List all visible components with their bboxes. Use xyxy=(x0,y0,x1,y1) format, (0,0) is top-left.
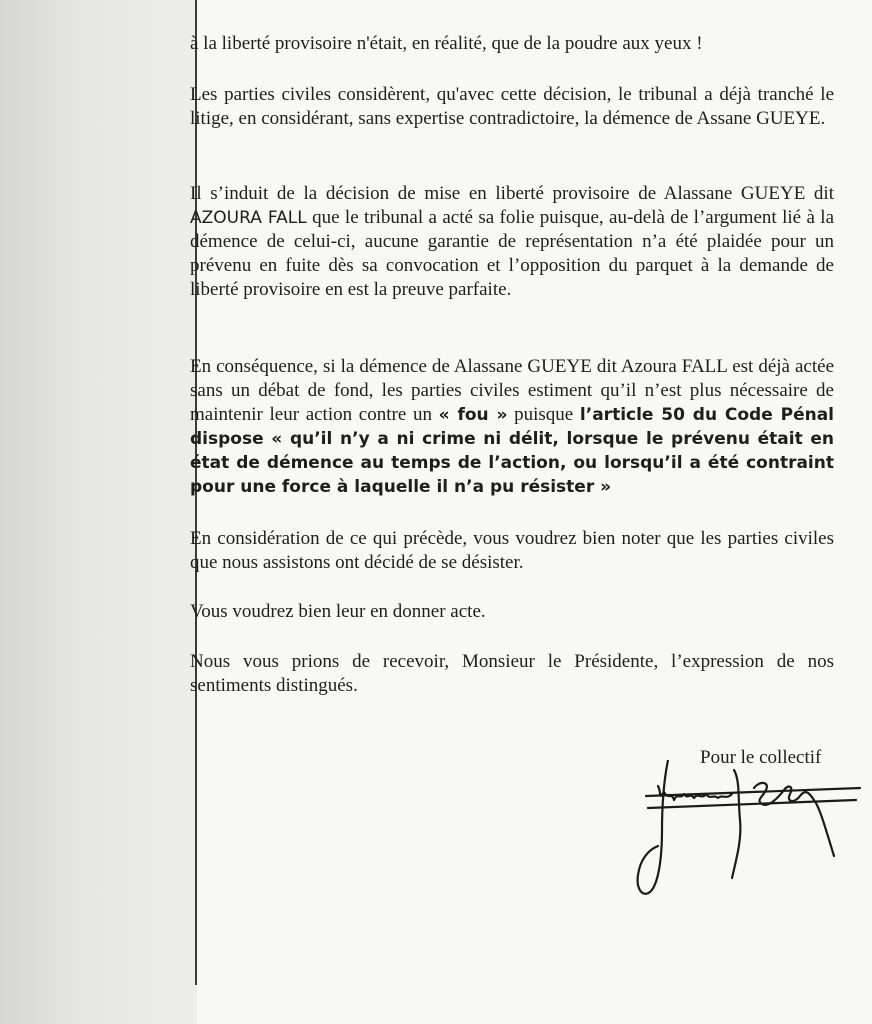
article-50-citation: l’article 50 du Code Pénal dispose « qu’il n’y a ni crime ni délit, lorsque le prévenu était en état de démence au temps de l’action, ou lorsqu’il a été contraint pour une force à laquelle il n’a pu résister » xyxy=(190,405,834,497)
paragraph-donner-acte: Vous voudrez bien leur en donner acte. xyxy=(190,601,486,622)
paragraph-consequence xyxy=(190,355,834,499)
paragraph-text-b: que le tribunal a acté sa folie puisque, au-delà de l’argument lié à la démence de celui-ci, aucune garantie de représentation n’a été plaidée pour un prévenu en fuite dès sa convocation et l’opposition du parquet à la demande de liberté provisoire en est la preuve parfaite. xyxy=(190,207,835,300)
paragraph-text-b: puisque xyxy=(507,404,580,425)
signature-label: Pour le collectif xyxy=(700,747,822,768)
paragraph-closing: Nous vous prions de recevoir, Monsieur le Présidente, l’expression de nos sentiments distingués. xyxy=(190,651,834,696)
fou-quote: « fou » xyxy=(438,405,508,425)
paragraph-text-a: Il s’induit de la décision de mise en liberté provisoire de Alassane GUEYE dit xyxy=(190,183,834,204)
paragraph-desistement: En considération de ce qui précède, vous voudrez bien noter que les parties civiles que nous assistons ont décidé de se désister. xyxy=(190,528,834,573)
scan-left-shadow xyxy=(0,0,200,1024)
paragraph-liberte-provisoire xyxy=(190,182,834,302)
paragraph-intro-line: à la liberté provisoire n'était, en réalité, que de la poudre aux yeux ! xyxy=(190,33,703,54)
paragraph-text-a: En conséquence, si la démence de Alassane GUEYE dit Azoura FALL est déjà actée sans un débat de fond, les parties civiles estiment qu’il n’est plus nécessaire de maintenir leur action contre un xyxy=(190,356,834,425)
accused-name: AZOURA FALL xyxy=(190,208,307,228)
handwritten-signature xyxy=(628,760,868,900)
paragraph-parties-civiles: Les parties civiles considèrent, qu'avec cette décision, le tribunal a déjà tranché le litige, en considérant, sans expertise contradictoire, la démence de Assane GUEYE. xyxy=(190,84,834,129)
